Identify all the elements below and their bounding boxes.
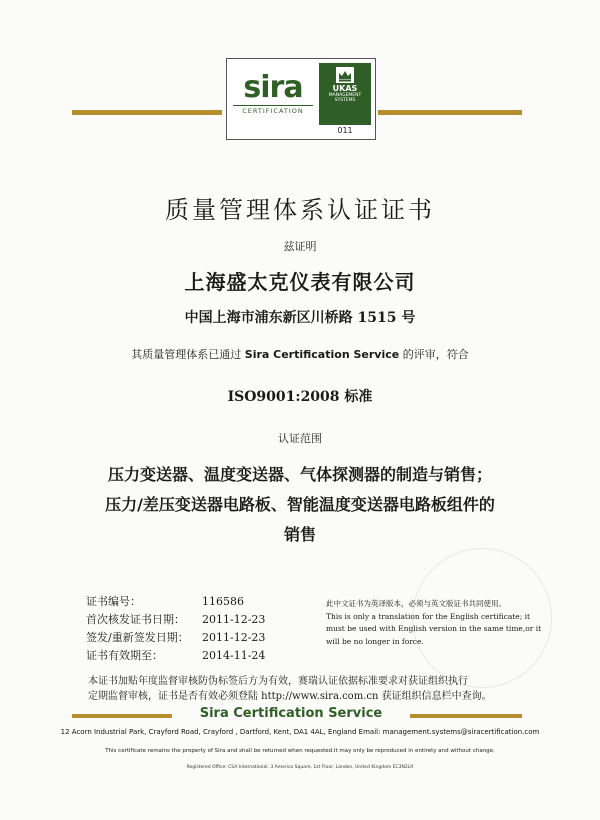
company-name: 上海盛太克仪表有限公司 [184,270,416,294]
info-value: 2014-11-24 [202,649,266,662]
info-value: 2011-12-23 [202,631,266,644]
sira-logo-word: sira [243,70,303,105]
info-row [86,629,282,647]
note-line: 此中文证书为英译版本，必须与英文版证书共同使用。 [326,599,506,608]
certificate-title: 质量管理体系认证证书 [165,196,435,224]
ukas-number: 011 [337,126,353,135]
info-key: 签发/重新签发日期： [86,631,189,644]
company-address: 中国上海市浦东新区川桥路 1515 号 [184,310,416,326]
approval-org: Sira Certification Service [244,348,400,361]
footer-gold-bar-right [410,714,522,718]
info-row [86,611,282,629]
ukas-sub1: MANAGEMENT [328,93,362,98]
remark-line: 定期监督审核，证书是否有效必须登陆 http://www.sira.com.cn 获证组织信息栏中查询。 [88,691,492,702]
note-line: This is only a translation for the English certificate; it [326,611,531,621]
info-key: 首次核发证书日期： [86,613,185,626]
footer-property-notice: This certificate remains the property of Sira and shall be returned when requested.It may only be reproduced in entirety and without change. [105,748,495,754]
validity-remark [88,674,528,704]
info-value: 2011-12-23 [202,613,266,626]
info-row [86,593,282,611]
certification-logo [226,58,376,140]
header-gold-bar-right [378,110,522,115]
ukas-title: UKAS [332,84,358,93]
sira-logo [233,70,313,117]
footer-address: 12 Acorn Industrial Park, Crayford Road, Crayford , Dartford, Kent, DA1 4AL, England Email: management.systems@siracertification.com [60,728,540,736]
translation-note [326,598,546,648]
ukas-mark [319,63,371,125]
footer-brand: Sira Certification Service [199,706,383,721]
note-line: will be no longer in force. [326,636,424,646]
scope-line: 压力/差压变送器电路板、智能温度变送器电路板组件的 [105,495,495,514]
remark-line: 本证书加贴年度监督审核防伪标签后方为有效，赛瑞认证依据标准要求对获证组织执行 [88,676,468,687]
note-line: must be used with English version in the same time,or it [326,624,542,633]
sira-logo-subtitle: CERTIFICATION [233,105,313,115]
info-row [86,647,282,665]
footer-gold-bar-left [72,714,172,718]
ukas-sub2: SYSTEMS [334,98,356,103]
scope-text [0,460,600,550]
approval-statement [0,346,600,362]
scope-line: 压力变送器、温度变送器、气体探测器的制造与销售； [107,465,492,484]
scope-line: 销售 [283,525,316,544]
certificate-info [86,593,282,665]
approval-suffix: 的评审，符合 [399,348,469,361]
crown-icon [334,66,356,84]
header-gold-bar-left [72,110,222,115]
info-value: 116586 [202,595,244,608]
approval-prefix: 其质量管理体系已通过 [131,348,245,361]
scope-label: 认证范围 [278,432,322,445]
info-key: 证书编号： [86,595,141,608]
info-key: 证书有效期至： [86,649,163,662]
hereby-certify: 兹证明 [283,240,317,253]
standard: ISO9001:2008 标准 [227,389,373,405]
footer-registered-office: Registered Office: CSA International, 3 America Square, 1st Floor, London, United Kingdom EC3N2LR [186,765,414,770]
